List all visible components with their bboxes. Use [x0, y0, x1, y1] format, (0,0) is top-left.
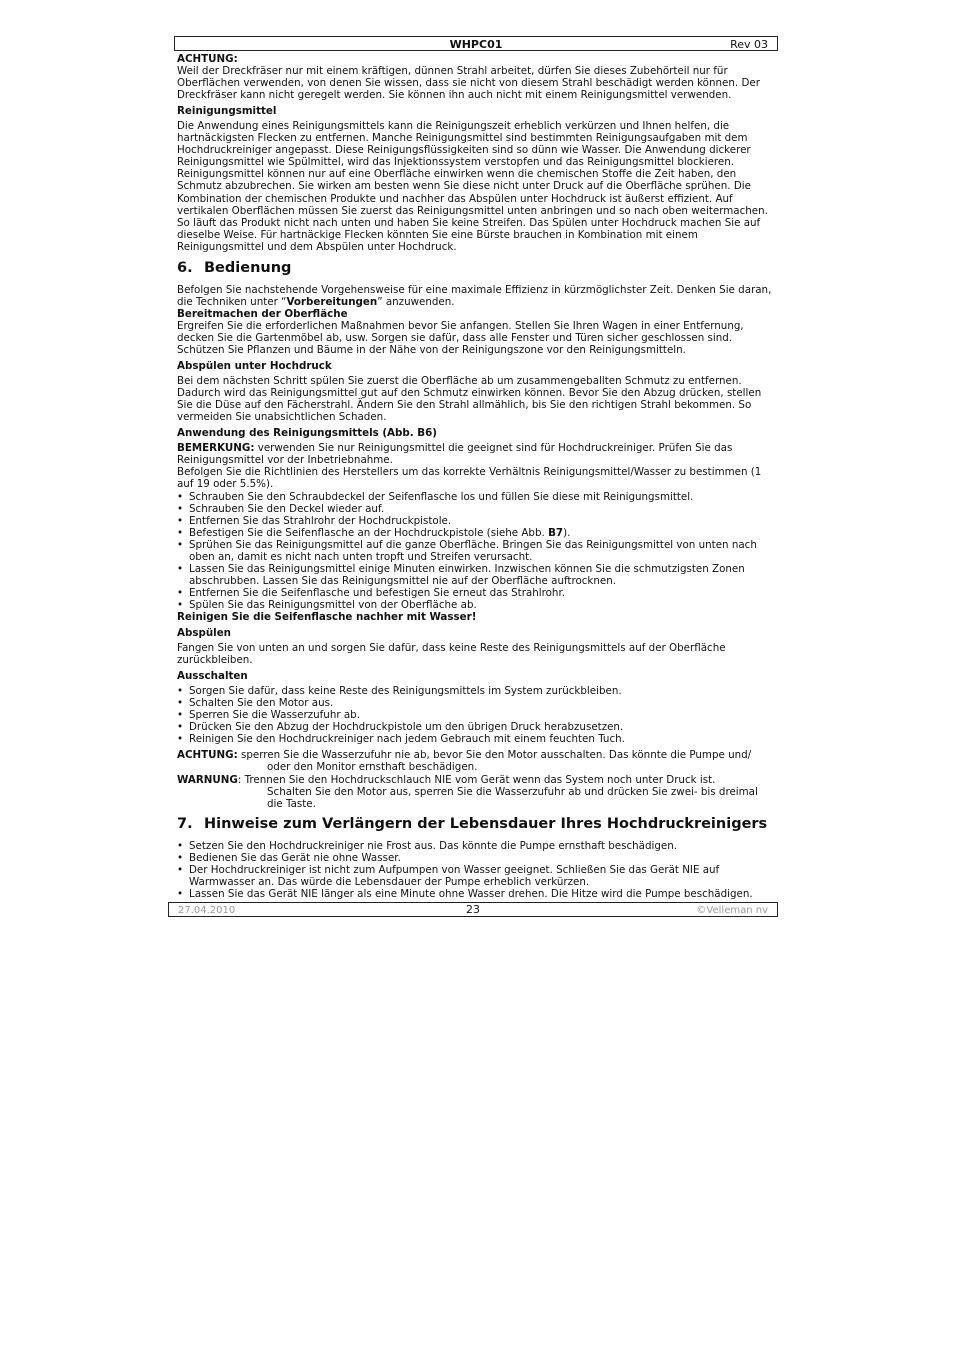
- warning-line-1: [177, 774, 777, 786]
- step4-bold: B7: [548, 526, 564, 539]
- step4-post: ).: [563, 526, 571, 539]
- list-item: [177, 527, 777, 539]
- caution-line-1: [177, 749, 777, 761]
- warning-text-3: die Taste.: [267, 797, 316, 810]
- list-item: • Lassen Sie das Reinigungsmittel einige Minuten einwirken. Inzwischen können Sie die schmutzigsten Zonen abschrubben. Lassen Sie das Reinigungsmittel nie auf der Oberfläche auftrocknen.: [177, 563, 777, 587]
- section-6-title: Bedienung: [204, 259, 292, 276]
- final-rinse-text: Fangen Sie von unten an und sorgen Sie dafür, dass keine Reste des Reinigungsmittels auf der Oberfläche zurückbleiben.: [177, 642, 726, 667]
- revision: Rev 03: [730, 38, 768, 51]
- note-text: verwenden Sie nur Reinigungsmittel die geeignet sind für Hochdruckreiniger. Prüfen Sie das Reinigungsmittel vor der Inbetriebnahme.: [177, 442, 733, 467]
- warning-text-2: Schalten Sie den Motor aus, sperren Sie die Wasserzufuhr ab und drücken Sie zwei- bis dreimal: [267, 785, 758, 798]
- section-6-heading: [177, 260, 777, 276]
- list-item: • Entfernen Sie die Seifenflasche und befestigen Sie erneut das Strahlrohr.: [177, 587, 777, 599]
- model-number: WHPC01: [449, 38, 503, 51]
- list-item: • Sperren Sie die Wasserzufuhr ab.: [177, 709, 777, 721]
- achtung-label: ACHTUNG:: [177, 53, 238, 65]
- rinse-label: Abspülen unter Hochdruck: [177, 360, 332, 373]
- page-content: [177, 53, 777, 900]
- section-7-number: 7.: [177, 815, 193, 832]
- caution-text-1: sperren Sie die Wasserzufuhr nie ab, bevor Sie den Motor ausschalten. Das könnte die Pumpe und/: [237, 749, 752, 762]
- list-item: • Lassen Sie das Gerät NIE länger als eine Minute ohne Wasser drehen. Die Hitze wird die Pumpe beschädigen.: [177, 888, 777, 900]
- list-item: • Schrauben Sie den Deckel wieder auf.: [177, 503, 777, 515]
- apply-steps-list: [177, 491, 777, 611]
- intro-post: ” anzuwenden.: [377, 295, 455, 308]
- prep-label: Bereitmachen der Oberfläche: [177, 307, 348, 320]
- note-label: BEMERKUNG:: [177, 442, 255, 455]
- apply-label: Anwendung des Reinigungsmittels (Abb. B6): [177, 427, 437, 440]
- caution-label: ACHTUNG:: [177, 749, 238, 762]
- caution-note: [177, 749, 777, 773]
- caution-text-2: oder den Monitor ernsthaft beschädigen.: [267, 761, 478, 774]
- intro-pre: Befolgen Sie nachstehende Vorgehensweise für eine maximale Effizienz in kürzmöglichster Zeit. Denken Sie daran, die Techniken unter “: [177, 283, 772, 308]
- list-item: • Entfernen Sie das Strahlrohr der Hochdruckpistole.: [177, 515, 777, 527]
- warning-note: [177, 774, 777, 810]
- section-7-heading: [177, 816, 777, 832]
- list-item: • Sprühen Sie das Reinigungsmittel auf die ganze Oberfläche. Bringen Sie das Reinigungsmittel von unten nach oben an, damit es nicht nach unten tropft und Streifen verursacht.: [177, 539, 777, 563]
- intro-bold: Vorbereitungen: [286, 295, 378, 308]
- achtung-text: Weil der Dreckfräser nur mit einem kräftigen, dünnen Strahl arbeitet, dürfen Sie dieses Zubehörteil nur für Oberflächen verwenden, von denen Sie wissen, dass sie nicht von diesem Strahl beschädigt werden können. Der Dreckfräser kann nicht geregelt werden. Sie können ihn auch nicht mit einem Reinigungsmittel verwenden.: [177, 65, 760, 102]
- page-footer: [168, 902, 778, 917]
- step4-pre: Befestigen Sie die Seifenflasche an der Hochdruckpistole (siehe Abb.: [189, 526, 549, 539]
- prep-text: Ergreifen Sie die erforderlichen Maßnahmen bevor Sie anfangen. Stellen Sie Ihren Wagen in einer Entfernung, decken Sie die Gartenmöbel ab, usw. Sorgen sie dafür, dass alle Fenster und Türen sicher geschlossen sind. Schützen Sie Pflanzen und Bäume in der Nähe von der Reinigungszone vor den Reinigungsmitteln.: [177, 319, 744, 356]
- reinigungsmittel-text: Die Anwendung eines Reinigungsmittels kann die Reinigungszeit erheblich verkürzen und Ihnen helfen, die hartnäckigsten Flecken zu entfernen. Manche Reinigungsmittel sind bestimmten Reinigungsaufgaben mit dem Hochdruckreiniger angepasst. Diese Reinigungsflüssigkeiten sind so dünn wie Wasser. Die Anwendung dickerer Reinigungsmittel wie Spülmittel, wird das Injektionssystem verstopfen und das Reinigungsmittel blockieren. Reinigungsmittel können nur auf eine Oberfläche einwirken wenn die chemischen Stoffe die Zeit haben, den Schmutz abzubrechen. Sie wirken am besten wenn Sie diese nicht unter Druck auf die Oberfläche sprühen. Die Kombination der chemischen Produkte und nachher das Abspülen unter Hochdruck ist äußerst effizient. Auf vertikalen Oberflächen müssen Sie zuerst das Reinigungsmittel unten anbringen und so nach oben weitermachen. So läuft das Produkt nicht nach unten und haben Sie keine Streifen. Das Spülen unter Hochdruck machen Sie auf dieselbe Weise. Für hartnäckige Flecken könnten Sie eine Bürste brauchen in Kombination mit einem Reinigungsmittel und dem Abspülen unter Hochdruck.: [177, 120, 768, 253]
- clean-bottle-note: Reinigen Sie die Seifenflasche nachher mit Wasser!: [177, 610, 477, 623]
- list-item: • Setzen Sie den Hochdruckreiniger nie Frost aus. Das könnte die Pumpe ernsthaft beschädigen.: [177, 840, 777, 852]
- reinigungsmittel-label: Reinigungsmittel: [177, 105, 277, 118]
- section-6-number: 6.: [177, 259, 193, 276]
- list-item: • Spülen Sie das Reinigungsmittel von der Oberfläche ab.: [177, 599, 777, 611]
- note-paragraph: [177, 442, 777, 466]
- section-6-intro: [177, 284, 777, 308]
- rinse-text: Bei dem nächsten Schritt spülen Sie zuerst die Oberfläche ab um zusammengeballten Schmutz zu entfernen. Dadurch wird das Reinigungsmittel gut auf den Schmutz einwirken können. Bevor Sie den Abzug drücken, stellen Sie die Düse auf den Fächerstrahl. Ändern Sie den Strahl allmählich, bis Sie den richtigen Strahl bekommen. So vermeiden Sie unabsichtlichen Schaden.: [177, 375, 762, 424]
- section-7-title: Hinweise zum Verlängern der Lebensdauer Ihres Hochdruckreinigers: [204, 815, 768, 832]
- list-item: • Bedienen Sie das Gerät nie ohne Wasser.: [177, 852, 777, 864]
- footer-date: 27.04.2010: [178, 905, 236, 916]
- lifetime-tips-list: [177, 840, 777, 900]
- list-item: • Schalten Sie den Motor aus.: [177, 697, 777, 709]
- guidelines-text: Befolgen Sie die Richtlinien des Herstellers um das korrekte Verhältnis Reinigungsmittel/Wasser zu bestimmen (1 auf 19 oder 5.5%).: [177, 466, 762, 491]
- list-item: • Reinigen Sie den Hochdruckreiniger nach jedem Gebrauch mit einem feuchten Tuch.: [177, 733, 777, 745]
- list-item: • Schrauben Sie den Schraubdeckel der Seifenflasche los und füllen Sie diese mit Reinigungsmittel.: [177, 491, 777, 503]
- shutdown-steps-list: [177, 685, 777, 745]
- warning-label: WARNUNG: [177, 773, 238, 786]
- list-item: • Sorgen Sie dafür, dass keine Reste des Reinigungsmittels im System zurückbleiben.: [177, 685, 777, 697]
- warning-text-1: : Trennen Sie den Hochdruckschlauch NIE vom Gerät wenn das System noch unter Druck ist.: [237, 773, 716, 786]
- final-rinse-label: Abspülen: [177, 627, 232, 640]
- page-header: [174, 36, 778, 51]
- list-item: • Drücken Sie den Abzug der Hochdruckpistole um den übrigen Druck herabzusetzen.: [177, 721, 777, 733]
- footer-copyright: ©Velleman nv: [696, 905, 768, 916]
- shutdown-label: Ausschalten: [177, 670, 248, 683]
- list-item: • Der Hochdruckreiniger ist nicht zum Aufpumpen von Wasser geeignet. Schließen Sie das Gerät NIE auf Warmwasser an. Das würde die Lebensdauer der Pumpe erheblich verkürzen.: [177, 864, 777, 888]
- page-number: 23: [466, 903, 480, 916]
